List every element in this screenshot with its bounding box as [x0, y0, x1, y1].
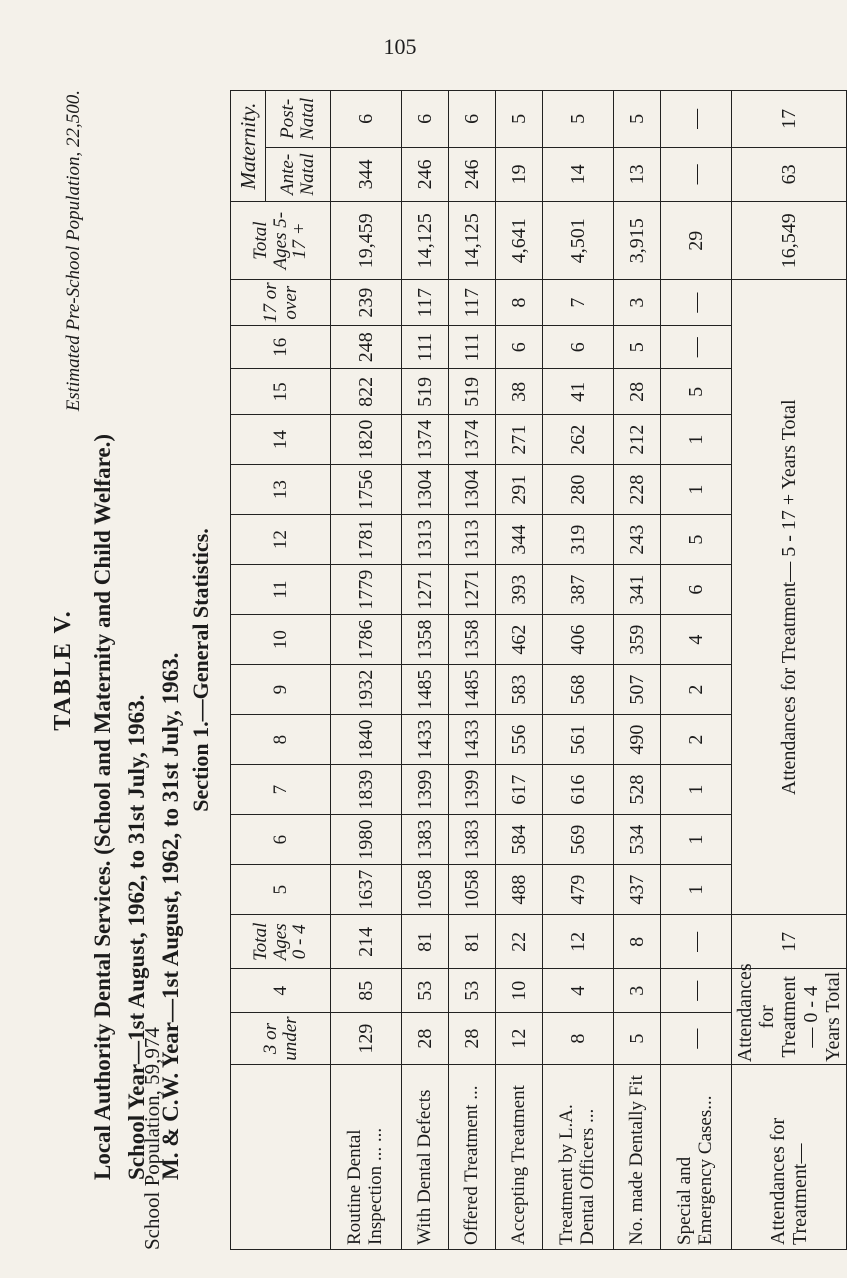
cell: 344 — [331, 147, 402, 201]
cell: 12 — [543, 915, 614, 969]
cell: 243 — [614, 515, 661, 565]
cell: 519 — [449, 369, 496, 415]
cell: 271 — [496, 415, 543, 465]
cell: 13 — [614, 147, 661, 201]
cell: 246 — [402, 147, 449, 201]
cell: 6 — [402, 91, 449, 148]
cell: 1271 — [402, 565, 449, 615]
cell: 214 — [331, 915, 402, 969]
page-number: 105 — [383, 34, 417, 59]
cell: 28 — [449, 1012, 496, 1064]
cell: 5 — [661, 515, 732, 565]
cell: 479 — [543, 865, 614, 915]
col-head-age-14: 14 — [231, 415, 331, 465]
cell: 280 — [543, 465, 614, 515]
cell: 28 — [614, 369, 661, 415]
cell: — — [661, 326, 732, 369]
pre-school-population-text: Estimated Pre-School Population, 22,500. — [63, 90, 84, 412]
cell: 1 — [661, 465, 732, 515]
col-head-17-or-over: 17 or over — [231, 280, 331, 326]
cell: 1271 — [449, 565, 496, 615]
cell: 10 — [496, 969, 543, 1012]
cell: 111 — [402, 326, 449, 369]
cell: 1313 — [402, 515, 449, 565]
cell: 1313 — [449, 515, 496, 565]
row-label-attendances: Attendances for Treatment— — [732, 1065, 847, 1250]
cell: 29 — [661, 202, 732, 280]
cell: 4 — [543, 969, 614, 1012]
cell: 406 — [543, 615, 614, 665]
cell: 6 — [661, 565, 732, 615]
table-title: TABLE V. — [50, 609, 76, 731]
cell: — — [661, 91, 732, 148]
cell: 528 — [614, 765, 661, 815]
col-head-total-5-17: Total Ages 5-17 + — [231, 202, 331, 280]
row-label: Offered Treatment ... — [449, 1065, 496, 1250]
cell: 1840 — [331, 715, 402, 765]
cell: 5 — [543, 91, 614, 148]
cell: 291 — [496, 465, 543, 515]
header-line-school-year: School Year—1st August, 1962, to 31st July, 1963. — [124, 694, 149, 1180]
cell: 4 — [661, 615, 732, 665]
cell: 1358 — [449, 615, 496, 665]
row-label: With Dental Defects — [402, 1065, 449, 1250]
cell: 111 — [449, 326, 496, 369]
col-head-age-9: 9 — [231, 665, 331, 715]
col-head-age-15: 15 — [231, 369, 331, 415]
cell: 1 — [661, 415, 732, 465]
cell: 1374 — [449, 415, 496, 465]
cell: 85 — [331, 969, 402, 1012]
cell: 239 — [331, 280, 402, 326]
table-row-attendances — [732, 91, 847, 1250]
cell: 1 — [661, 815, 732, 865]
cell: — — [661, 969, 732, 1012]
cell: 7 — [543, 280, 614, 326]
cell: 1786 — [331, 615, 402, 665]
cell: 3 — [614, 969, 661, 1012]
cell: 1637 — [331, 865, 402, 915]
attendances-5-17-label: Attendances for Treatment— 5 - 17 + Years Total — [732, 280, 847, 915]
mcw-year-text: M. & C.W. Year—1st August, 1962, to 31st July, 1963. — [158, 652, 183, 1180]
dental-statistics-table — [230, 90, 847, 1250]
cell: 1374 — [402, 415, 449, 465]
cell: — — [661, 280, 732, 326]
cell: 1485 — [449, 665, 496, 715]
cell: 38 — [496, 369, 543, 415]
cell: 1383 — [402, 815, 449, 865]
col-head-maternity: Maternity. — [231, 91, 266, 202]
table-row-treatment-by-la — [543, 91, 614, 1250]
cell: 5 — [614, 1012, 661, 1064]
cell: — — [661, 915, 732, 969]
cell: 4,641 — [496, 202, 543, 280]
cell: 2 — [661, 715, 732, 765]
cell: 6 — [496, 326, 543, 369]
table-head-row-top — [231, 91, 266, 1250]
col-head-age-10: 10 — [231, 615, 331, 665]
cell: 81 — [449, 915, 496, 969]
cell: 14,125 — [402, 202, 449, 280]
cell: 1781 — [331, 515, 402, 565]
cell: — — [661, 147, 732, 201]
cell: 8 — [496, 280, 543, 326]
cell: 129 — [331, 1012, 402, 1064]
cell: 569 — [543, 815, 614, 865]
cell: 1 — [661, 765, 732, 815]
cell: 2 — [661, 665, 732, 715]
cell: 319 — [543, 515, 614, 565]
cell: 1820 — [331, 415, 402, 465]
table-row-made-dentally-fit — [614, 91, 661, 1250]
cell: 53 — [402, 969, 449, 1012]
col-head-blank — [231, 1065, 331, 1250]
cell: 1839 — [331, 765, 402, 815]
cell: 117 — [449, 280, 496, 326]
row-label: Treatment by L.A. Dental Officers ... — [543, 1065, 614, 1250]
cell: 507 — [614, 665, 661, 715]
cell: 393 — [496, 565, 543, 615]
cell: 556 — [496, 715, 543, 765]
cell: 5 — [614, 91, 661, 148]
col-head-total-0-4: Total Ages 0 - 4 — [231, 915, 331, 969]
col-head-age-8: 8 — [231, 715, 331, 765]
cell: 262 — [543, 415, 614, 465]
col-head-age-5: 5 — [231, 865, 331, 915]
header-line-authority: Local Authority Dental Services. (School and Maternity and Child Welfare.) — [90, 434, 115, 1180]
cell: 117 — [402, 280, 449, 326]
cell: 8 — [614, 915, 661, 969]
cell: 1485 — [402, 665, 449, 715]
cell: 19,459 — [331, 202, 402, 280]
rotated-table-page — [40, 90, 844, 1250]
cell: 519 — [402, 369, 449, 415]
cell: 490 — [614, 715, 661, 765]
pre-school-population — [60, 90, 85, 411]
cell: 583 — [496, 665, 543, 715]
cell: 6 — [331, 91, 402, 148]
cell: 359 — [614, 615, 661, 665]
row-label: Routine Dental Inspection ... ... — [331, 1065, 402, 1250]
cell: 1383 — [449, 815, 496, 865]
section-title: Section 1.—General Statistics. — [188, 528, 213, 812]
attendances-5-17-total: 16,549 — [732, 202, 847, 280]
col-head-age-6: 6 — [231, 815, 331, 865]
cell: 5 — [614, 326, 661, 369]
cell: 6 — [449, 91, 496, 148]
cell: 5 — [661, 369, 732, 415]
col-head-age-7: 7 — [231, 765, 331, 815]
row-label: Special and Emergency Cases... — [661, 1065, 732, 1250]
cell: 1399 — [402, 765, 449, 815]
cell: 12 — [496, 1012, 543, 1064]
cell: 616 — [543, 765, 614, 815]
cell: 822 — [331, 369, 402, 415]
cell: 1399 — [449, 765, 496, 815]
cell: 462 — [496, 615, 543, 665]
cell: 212 — [614, 415, 661, 465]
cell: 1358 — [402, 615, 449, 665]
cell: 561 — [543, 715, 614, 765]
cell: 1779 — [331, 565, 402, 615]
cell: 1932 — [331, 665, 402, 715]
attendances-post-natal: 17 — [732, 91, 847, 148]
cell: 8 — [543, 1012, 614, 1064]
cell: 341 — [614, 565, 661, 615]
cell: 1 — [661, 865, 732, 915]
cell: 617 — [496, 765, 543, 815]
col-head-age-16: 16 — [231, 326, 331, 369]
table-row-special-emergency — [661, 91, 732, 1250]
cell: 437 — [614, 865, 661, 915]
cell: 19 — [496, 147, 543, 201]
cell: 246 — [449, 147, 496, 201]
cell: 488 — [496, 865, 543, 915]
table-row-routine-inspection — [331, 91, 402, 1250]
cell: 53 — [449, 969, 496, 1012]
cell: 228 — [614, 465, 661, 515]
attendances-0-4-label: Attendances for Treatment— 0 - 4 Years Total — [732, 969, 847, 1065]
header-line-mcw-year — [158, 150, 184, 1180]
cell: 28 — [402, 1012, 449, 1064]
cell: 1433 — [449, 715, 496, 765]
table-row-accepting-treatment — [496, 91, 543, 1250]
cell: — — [661, 1012, 732, 1064]
cell: 22 — [496, 915, 543, 969]
cell: 6 — [543, 326, 614, 369]
attendances-0-4-total: 17 — [732, 915, 847, 969]
cell: 14,125 — [449, 202, 496, 280]
cell: 1433 — [402, 715, 449, 765]
cell: 534 — [614, 815, 661, 865]
table-header — [40, 90, 220, 1250]
table-row-with-defects — [402, 91, 449, 1250]
school-population: School Population, 59,974 — [140, 1027, 164, 1250]
col-head-post-natal: Post-Natal — [266, 91, 331, 148]
cell: 1058 — [402, 865, 449, 915]
cell: 584 — [496, 815, 543, 865]
cell: 1058 — [449, 865, 496, 915]
cell: 1304 — [402, 465, 449, 515]
cell: 14 — [543, 147, 614, 201]
table-body — [331, 91, 847, 1250]
cell: 81 — [402, 915, 449, 969]
cell: 1756 — [331, 465, 402, 515]
cell: 5 — [496, 91, 543, 148]
col-head-age-11: 11 — [231, 565, 331, 615]
cell: 568 — [543, 665, 614, 715]
cell: 3,915 — [614, 202, 661, 280]
row-label: Accepting Treatment — [496, 1065, 543, 1250]
cell: 387 — [543, 565, 614, 615]
col-head-age-13: 13 — [231, 465, 331, 515]
col-head-ante-natal: Ante-Natal — [266, 147, 331, 201]
col-head-age-4: 4 — [231, 969, 331, 1012]
cell: 344 — [496, 515, 543, 565]
row-label: No. made Dentally Fit — [614, 1065, 661, 1250]
cell: 4,501 — [543, 202, 614, 280]
cell: 41 — [543, 369, 614, 415]
cell: 3 — [614, 280, 661, 326]
cell: 1980 — [331, 815, 402, 865]
table-row-offered-treatment — [449, 91, 496, 1250]
cell: 248 — [331, 326, 402, 369]
col-head-3-or-under: 3 or under — [231, 1012, 331, 1064]
col-head-age-12: 12 — [231, 515, 331, 565]
cell: 1304 — [449, 465, 496, 515]
attendances-ante-natal: 63 — [732, 147, 847, 201]
